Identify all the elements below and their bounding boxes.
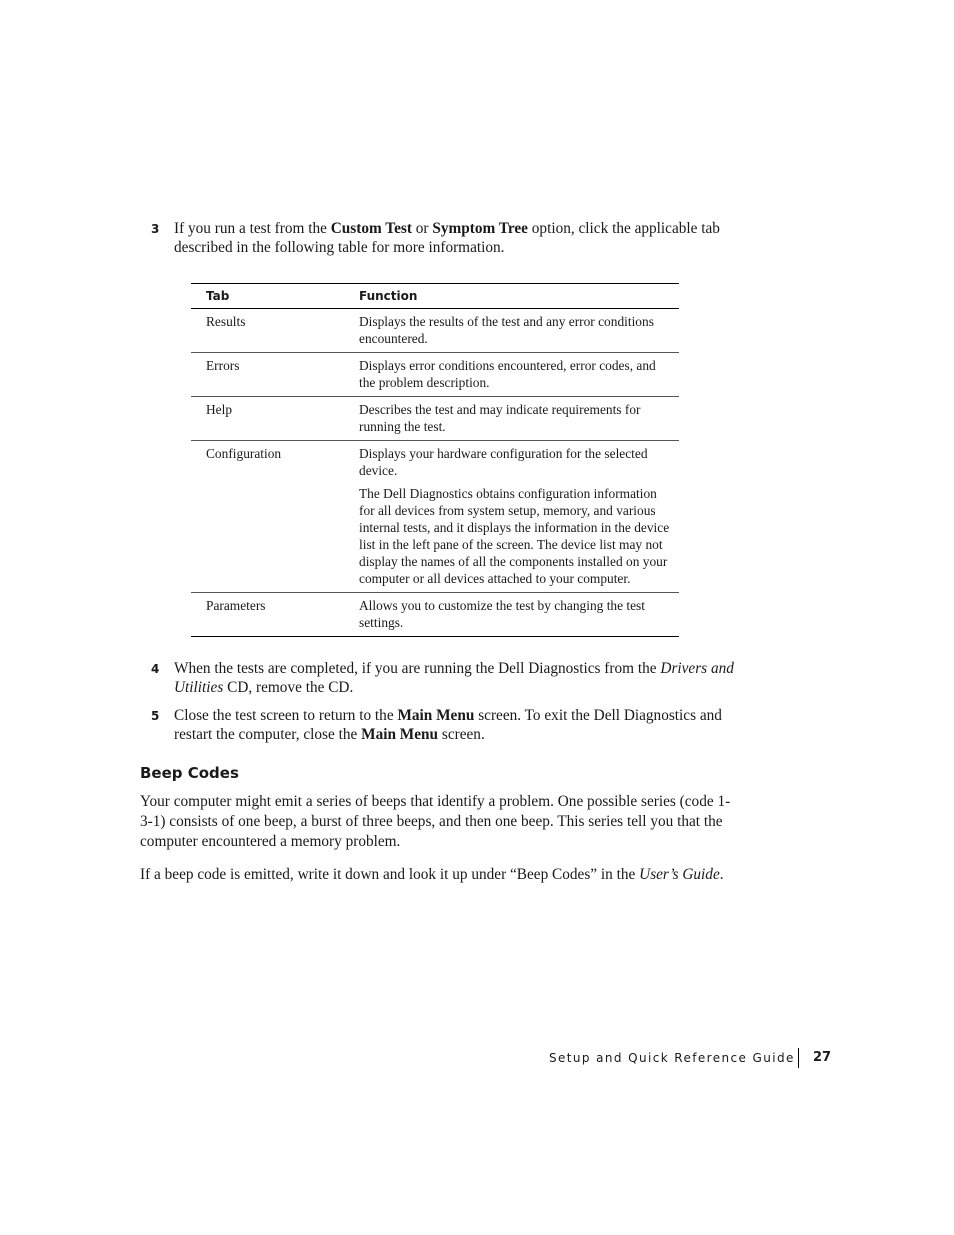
step-number: 3 bbox=[151, 222, 160, 236]
step-text-part: screen. To exit the Dell Diagnostics and restart the computer, close the bbox=[174, 707, 722, 744]
footer-guide-title: Setup and Quick Reference Guide bbox=[549, 1051, 795, 1065]
step-text bbox=[174, 706, 751, 745]
beep-codes-heading: Beep Codes bbox=[140, 764, 239, 782]
step-text-part: If you run a test from the bbox=[174, 220, 331, 237]
step-number: 5 bbox=[151, 709, 160, 723]
tab-function bbox=[346, 309, 679, 353]
page-number: 27 bbox=[813, 1050, 832, 1065]
custom-test-label: Custom Test bbox=[330, 220, 412, 237]
tab-function-table bbox=[191, 283, 679, 637]
table-row bbox=[191, 353, 679, 397]
main-menu-label: Main Menu bbox=[361, 726, 439, 744]
table-row bbox=[191, 397, 679, 441]
tab-name: Help bbox=[191, 397, 346, 441]
tab-function bbox=[346, 397, 679, 441]
step-text bbox=[174, 219, 751, 258]
tab-name: Configuration bbox=[191, 441, 346, 593]
function-text: Displays error conditions encountered, error codes, and the problem description. bbox=[359, 358, 656, 390]
step-3 bbox=[151, 219, 751, 258]
symptom-tree-label: Symptom Tree bbox=[432, 220, 528, 237]
step-5 bbox=[151, 706, 751, 745]
step-4 bbox=[151, 659, 751, 698]
beep-codes-lookup-paragraph bbox=[140, 865, 735, 885]
users-guide-title: User’s Guide bbox=[639, 866, 720, 883]
step-text-part: option, click the applicable tab described in the following table for more information. bbox=[174, 220, 720, 257]
header-function: Function bbox=[346, 284, 679, 309]
header-tab: Tab bbox=[191, 284, 346, 309]
function-text: Allows you to customize the test by changing the test settings. bbox=[359, 598, 645, 630]
step-number: 4 bbox=[151, 662, 160, 676]
step-text bbox=[174, 659, 751, 698]
table-row bbox=[191, 441, 679, 593]
tab-function bbox=[346, 593, 679, 637]
drivers-utilities-title: Drivers and Utilities bbox=[174, 660, 734, 697]
tab-function bbox=[346, 353, 679, 397]
table-header-row bbox=[191, 284, 679, 309]
step-text-part: or bbox=[411, 220, 433, 237]
tab-name: Parameters bbox=[191, 593, 346, 637]
table-row bbox=[191, 309, 679, 353]
tab-name: Errors bbox=[191, 353, 346, 397]
beep-codes-paragraph: Your computer might emit a series of beeps that identify a problem. One possible series (code 1-3-1) consists of one beep, a burst of three beeps, and then one beep. This series tell you that the computer encountered a memory problem. bbox=[140, 793, 731, 850]
footer-divider bbox=[798, 1048, 799, 1068]
para-text-part: If a beep code is emitted, write it down and look it up under “Beep Codes” in the bbox=[140, 866, 640, 883]
function-text: Displays your hardware configuration for the selected device. bbox=[359, 446, 648, 478]
step-text-part: screen. bbox=[438, 726, 485, 744]
function-text: Describes the test and may indicate requirements for running the test. bbox=[359, 402, 641, 434]
step-text-part: When the tests are completed, if you are running the Dell Diagnostics from the bbox=[174, 660, 661, 677]
tab-function bbox=[346, 441, 679, 593]
function-text: The Dell Diagnostics obtains configuration information for all devices from system setup, memory, and various internal tests, and it displays the information in the device list in the left pane of the screen. The device list may not display the names of all the components installed on your computer or all devices attached to your computer. bbox=[359, 486, 670, 586]
tab-name: Results bbox=[206, 314, 246, 329]
step-text-part: CD, remove the CD. bbox=[223, 679, 354, 697]
main-menu-label: Main Menu bbox=[397, 707, 475, 724]
function-text: Displays the results of the test and any error conditions encountered. bbox=[359, 314, 654, 346]
para-text-part: . bbox=[719, 866, 724, 883]
table-row bbox=[191, 593, 679, 637]
step-text-part: Close the test screen to return to the bbox=[174, 707, 398, 724]
